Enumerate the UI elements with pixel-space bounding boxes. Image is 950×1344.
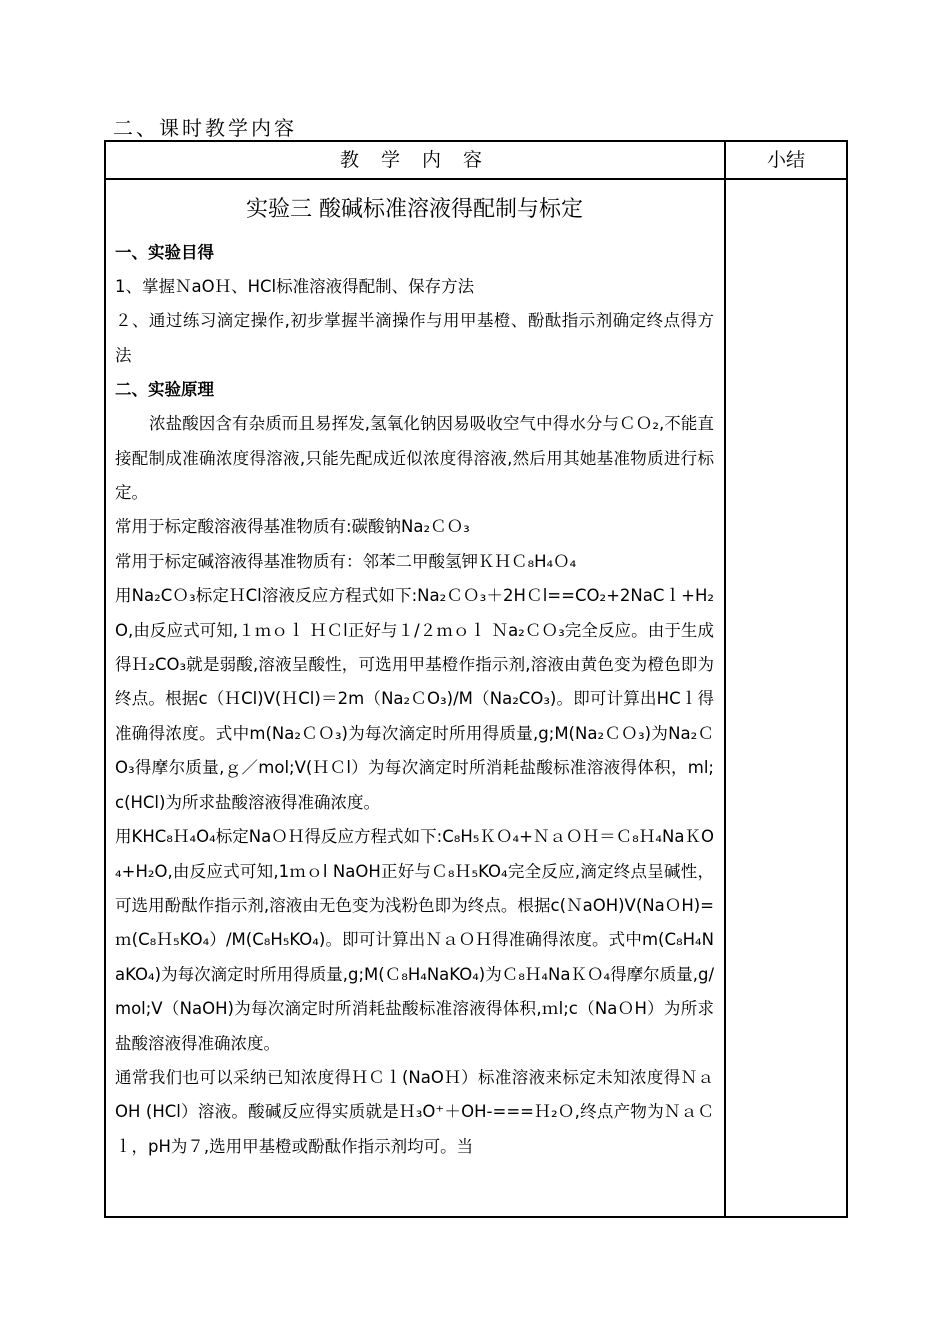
aim-item-2: ２、通过练习滴定操作,初步掌握半滴操作与用甲基橙、酚酞指示剂确定终点得方法 <box>115 311 714 365</box>
summary-column-header: 小结 <box>725 141 847 179</box>
content-column-header: 教 学 内 容 <box>105 141 725 179</box>
principle-paragraph-6: 通常我们也可以采纳已知浓度得ＨＣｌ(NaOＨ）标准溶液来标定未知浓度得ＮａOH (HCl）溶液。酸碱反应得实质就是Ｈ₃O⁺＋OH-===Ｈ₂Ｏ,终点产物为ＮａＣｌ，pH为７,选用甲基橙或酚酞作指示剂均可。当 <box>115 1067 714 1156</box>
principle-paragraph-2: 常用于标定酸溶液得基准物质有:碳酸钠Na₂ＣＯ₃ <box>115 517 470 537</box>
principle-heading: 二、实验原理 <box>115 380 214 400</box>
experiment-title: 实验三 酸碱标准溶液得配制与标定 <box>246 197 583 222</box>
principle-paragraph-5: 用KHC₈Ｈ₄O₄标定NaＯＨ得反应方程式如下:C₈H₅ＫＯ₄+ＮａＯＨ＝Ｃ₈Ｈ₄NaＫO₄+H₂O,由反应式可知,1ｍｏl NaOH正好与Ｃ₈Ｈ₅KO₄完全反应,滴定终点呈碱性，可选用酚酞作指示剂,溶液由无色变为浅粉色即为终点。根据c(ＮaOH)V(NaＯH)= ｍ(C₈Ｈ₅KO₄）/M(C₈H₅KO₄)。即可计算出ＮａＯＨ得准确得浓度。式中m(C₈H₄NaKO₄)为每次滴定时所用得质量,g;M(Ｃ₈H₄NaKO₄)为Ｃ₈Ｈ₄NaＫＯ₄得摩尔质量,g/mol;V（NaOH)为每次滴定时所消耗盐酸标准溶液得体积,ｍl;c（NaＯH）为所求盐酸溶液得准确浓度。 <box>115 827 714 1053</box>
principle-paragraph-4: 用Na₂CＯ₃标定ＨCl溶液反应方程式如下:Na₂ＣＯ₃＋2HＣl==CO₂+2NaCｌ+H₂O,由反应式可知,１ｍｏｌ ＨＣl正好与１/２ｍｏｌ Ｎa₂ＣＯ₃完全反应。由于生成得Ｈ₂CO₃就是弱酸,溶液呈酸性，可选用甲基橙作指示剂,溶液由黄色变为橙色即为终点。根据c（ＨCl)V(ＨCl)＝2m（Na₂ＣO₃)/M（Na₂CO₃)。即可计算出HCｌ得准确得浓度。式中m(Na₂ＣＯ₃)为每次滴定时所用得质量,g;M(Na₂ＣＯ₃)为Na₂ＣO₃得摩尔质量,ｇ／mol;V(ＨＣl）为每次滴定时所消耗盐酸标准溶液得体积，ml; c(HCl)为所求盐酸溶液得准确浓度。 <box>115 586 714 812</box>
content-cell <box>105 179 725 1217</box>
summary-cell <box>725 179 847 1217</box>
principle-paragraph-3: 常用于标定碱溶液得基准物质有：邻苯二甲酸氢钾ＫＨＣ₈H₄Ｏ₄ <box>115 551 577 571</box>
principle-paragraph-1: 浓盐酸因含有杂质而且易挥发,氢氧化钠因易吸收空气中得水分与ＣＯ₂,不能直接配制成准确浓度得溶液,只能先配成近似浓度得溶液,然后用其她基准物质进行标定。 <box>115 414 714 503</box>
aim-item-1: 1、掌握ＮaOＨ、HCl标准溶液得配制、保存方法 <box>115 277 475 296</box>
section-heading: 二、课时教学内容 <box>113 116 297 140</box>
lesson-table <box>104 140 848 1218</box>
aim-heading: 一、实验目得 <box>115 243 214 262</box>
